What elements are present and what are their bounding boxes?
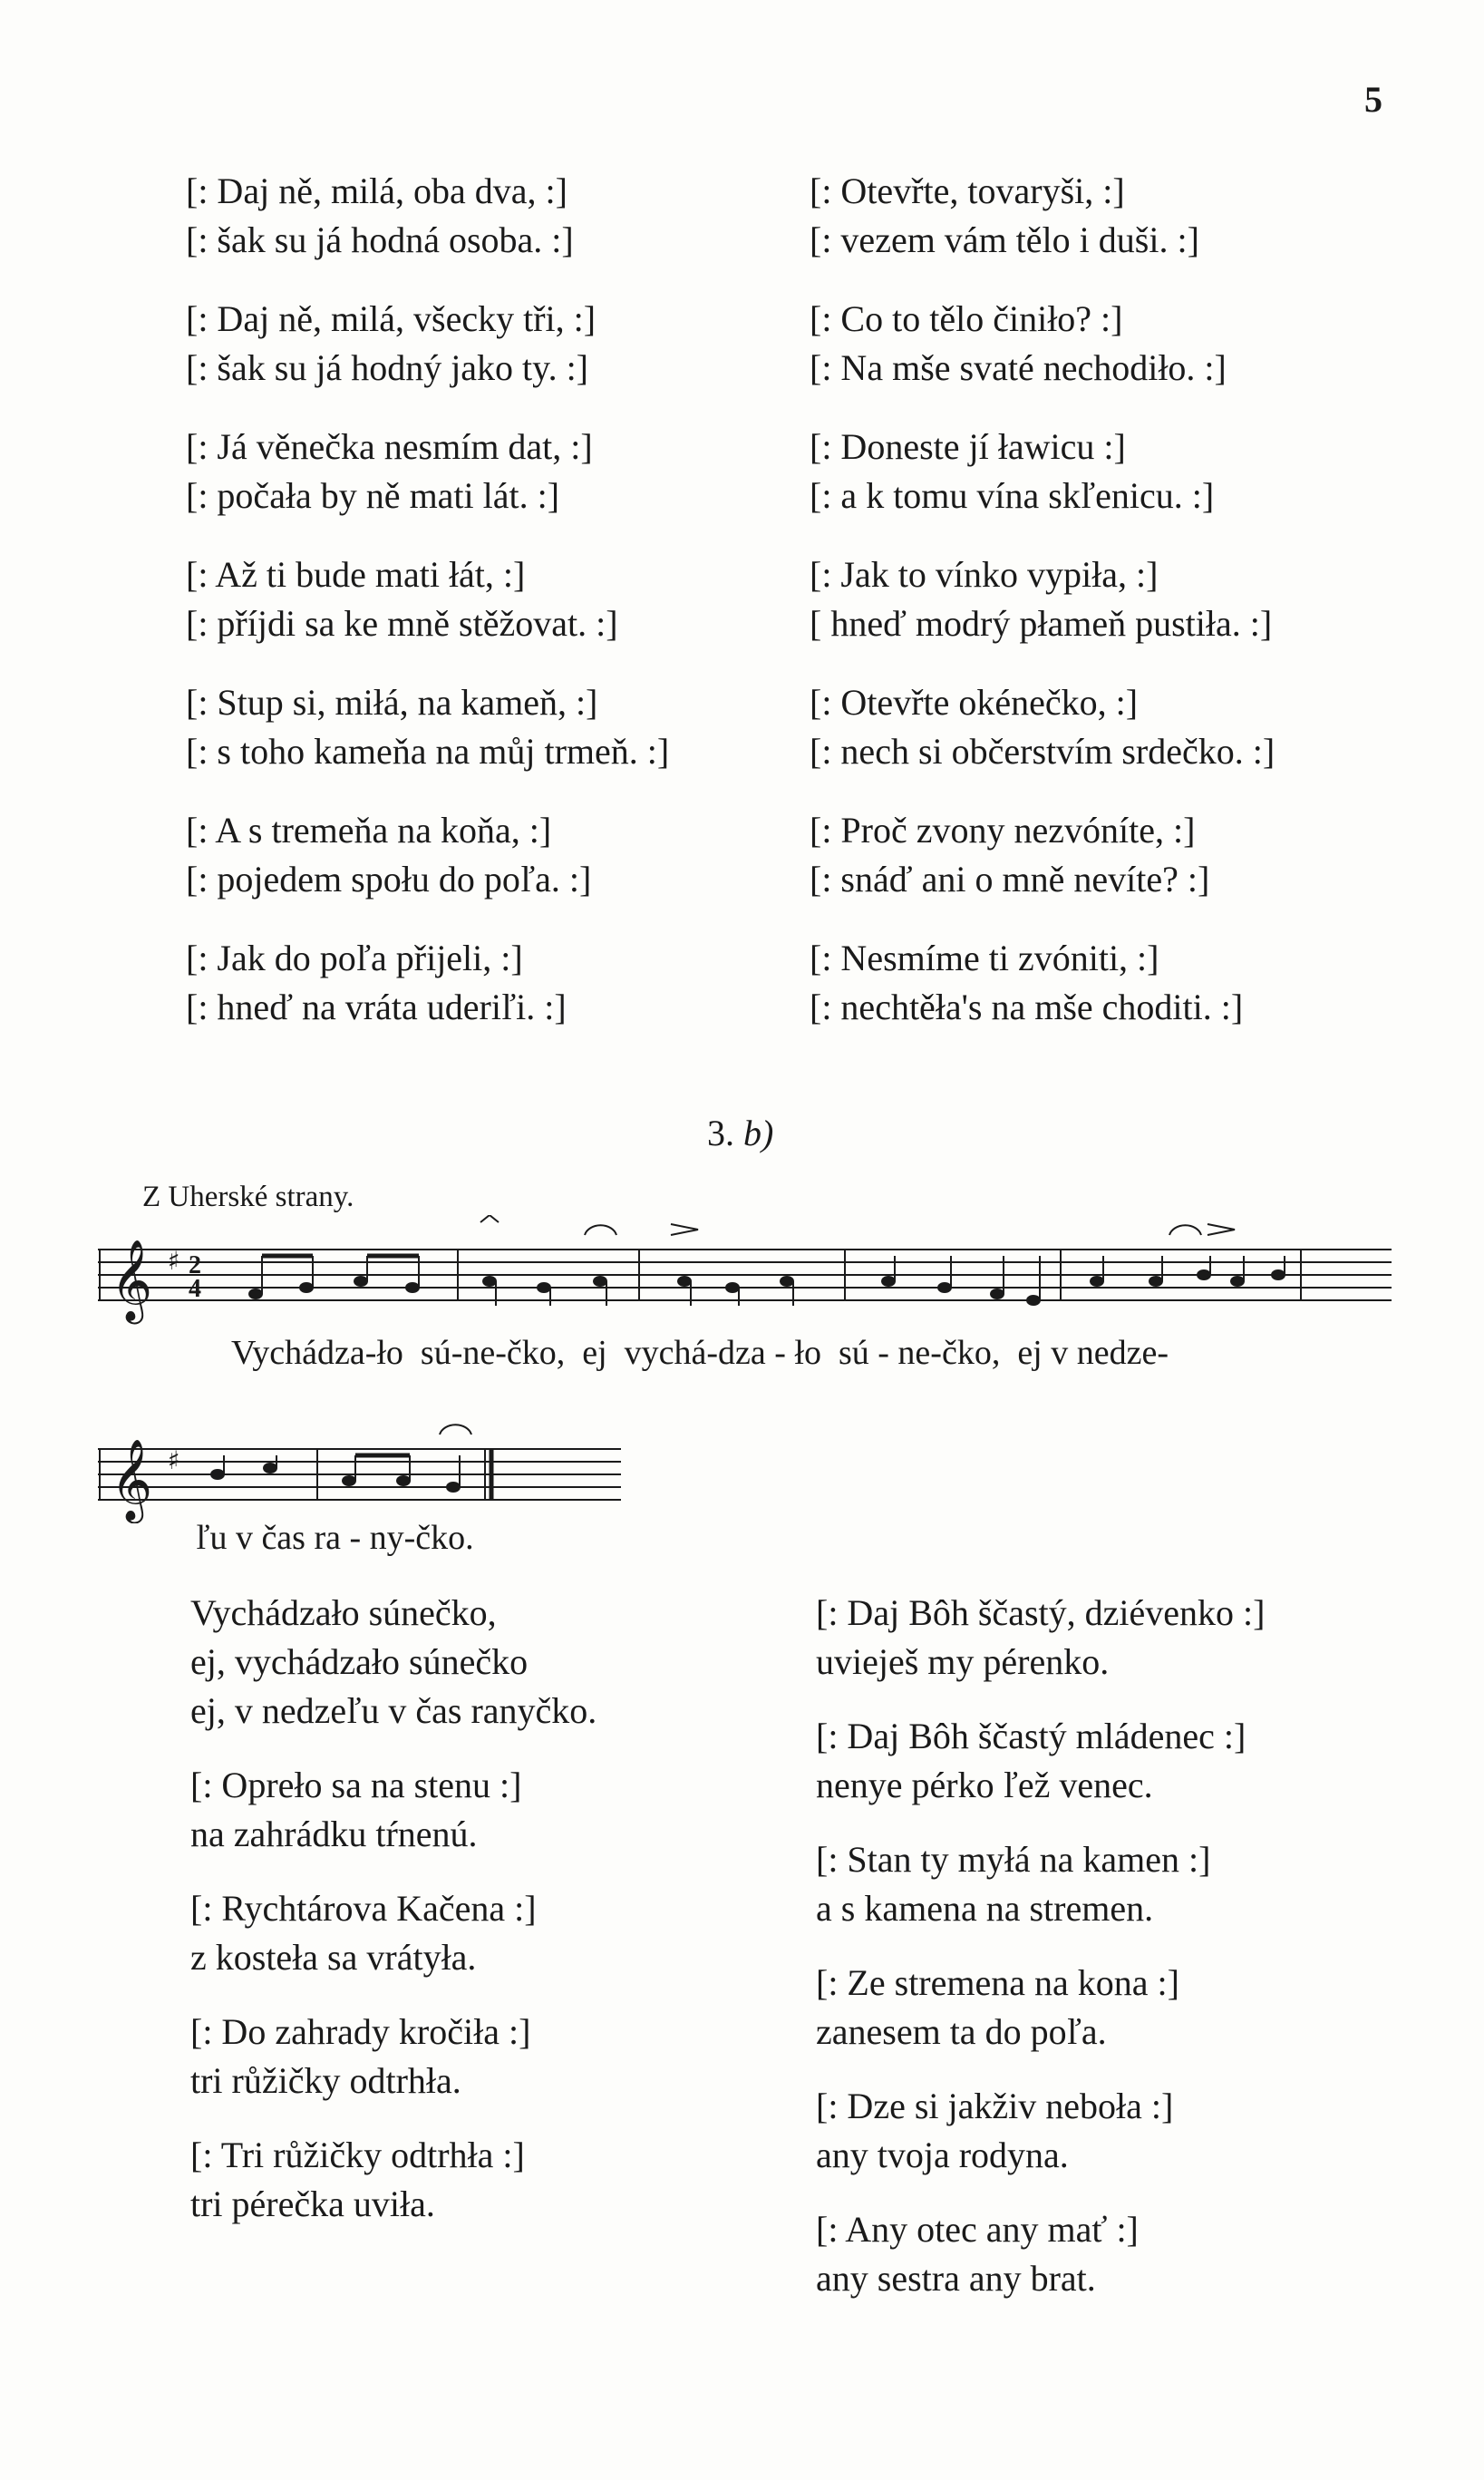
verse-line: [: Stup si, miłá, na kameň, :]	[186, 682, 598, 723]
verse-line: [: Otevřte okénečko, :]	[810, 682, 1139, 723]
stanza	[190, 1589, 780, 1736]
verse-line: [: Na mše svaté nechodiło. :]	[810, 347, 1227, 388]
stanza	[816, 1712, 1405, 1810]
svg-text:𝄞: 𝄞	[111, 1240, 153, 1321]
verse-line: [: Dze si jakživ neboła :]	[816, 2086, 1174, 2126]
verse-line: [: Ze stremena na kona :]	[816, 1962, 1179, 2003]
verse-line: ej, v nedzeľu v čas ranyčko.	[190, 1690, 597, 1731]
stanza	[190, 1884, 780, 1982]
music-staff-2-notation	[91, 1415, 635, 1523]
stanza	[186, 550, 775, 648]
song-number	[707, 1112, 773, 1154]
verse-line: [: Any otec any mať :]	[816, 2209, 1139, 2250]
stanzas-top-right	[810, 167, 1399, 1062]
stanza	[190, 2131, 780, 2229]
stanza	[186, 295, 775, 393]
stanzas-bottom-right	[816, 1589, 1405, 2329]
stanza	[816, 1835, 1405, 1933]
verse-line: a s kamena na stremen.	[816, 1888, 1154, 1929]
stanza	[186, 678, 775, 776]
verse-line: [: Tri růžičky odtrhła :]	[190, 2135, 525, 2175]
stanza	[186, 806, 775, 904]
verse-line: [: Otevřte, tovaryši, :]	[810, 170, 1125, 211]
verse-line: ej, vychádzało súnečko	[190, 1641, 529, 1682]
verse-line: [: vezem vám tělo i duši. :]	[810, 219, 1199, 260]
svg-text:♯: ♯	[168, 1445, 180, 1475]
stanza	[816, 1959, 1405, 2057]
verse-line: [: Co to tělo činiło? :]	[810, 298, 1123, 339]
stanza	[810, 806, 1399, 904]
song-number-suffix: b)	[743, 1113, 774, 1153]
stanza	[186, 423, 775, 520]
verse-line: [: s toho kameňa na můj trmeň. :]	[186, 731, 670, 772]
lyric-line-1: Vychádza-ło sú-ne-čko, ej vychá-dza - ło sú - ne-čko, ej v nedze-	[231, 1334, 1169, 1372]
music-staff-1	[91, 1215, 1396, 1333]
stanza	[186, 934, 775, 1032]
time-sig-top: 2	[189, 1251, 201, 1279]
verse-line: [: nechtěła's na mše choditi. :]	[810, 987, 1244, 1027]
verse-line: [: Rychtárova Kačena :]	[190, 1888, 537, 1929]
verse-line: Vychádzało súnečko,	[190, 1592, 497, 1633]
verse-line: [: Jak do poľa přijeli, :]	[186, 938, 523, 978]
song-number-value: 3.	[707, 1113, 734, 1153]
verse-line: [: počała by ně mati lát. :]	[186, 475, 560, 516]
verse-line: [ hneď modrý płameň pustiła. :]	[810, 603, 1273, 644]
stanza	[810, 550, 1399, 648]
verse-line: [: šak su já hodný jako ty. :]	[186, 347, 589, 388]
verse-line: [: Daj ně, milá, oba dva, :]	[186, 170, 567, 211]
stanzas-bottom-left	[190, 1589, 780, 2254]
stanza	[810, 678, 1399, 776]
verse-line: [: Nesmíme ti zvóniti, :]	[810, 938, 1159, 978]
stanzas-top-left	[186, 167, 775, 1062]
svg-text:♯: ♯	[168, 1246, 180, 1276]
stanza	[816, 1589, 1405, 1687]
verse-line: [: Opreło sa na stenu :]	[190, 1765, 522, 1805]
verse-line: z kosteła sa vrátyła.	[190, 1937, 477, 1978]
stanza	[810, 295, 1399, 393]
verse-line: [: Stan ty myłá na kamen :]	[816, 1839, 1211, 1880]
verse-line: nenye pérko ľež venec.	[816, 1765, 1153, 1805]
verse-line: [: příjdi sa ke mně stěžovat. :]	[186, 603, 618, 644]
verse-line: tri pérečka uviła.	[190, 2183, 435, 2224]
verse-line: any sestra any brat.	[816, 2258, 1096, 2299]
stanza	[190, 1761, 780, 1859]
verse-line: [: Já věnečka nesmím dat, :]	[186, 426, 593, 467]
verse-line: uvieješ my pérenko.	[816, 1641, 1110, 1682]
verse-line: [: Až ti bude mati łát, :]	[186, 554, 526, 595]
verse-line: [: Daj ně, milá, všecky tři, :]	[186, 298, 597, 339]
verse-line: [: Proč zvony nezvóníte, :]	[810, 810, 1196, 851]
song-origin: Z Uherské strany.	[142, 1181, 354, 1213]
verse-line: [: Jak to vínko vypiła, :]	[810, 554, 1159, 595]
music-staff-1-notation	[91, 1215, 1396, 1333]
verse-line: [: Doneste jí ławicu :]	[810, 426, 1126, 467]
verse-line: [: a k tomu vína skľenicu. :]	[810, 475, 1215, 516]
verse-line: zanesem ta do poľa.	[816, 2011, 1107, 2052]
page-number: 5	[1364, 79, 1382, 120]
stanza	[816, 2205, 1405, 2303]
verse-line: [: Daj Bôh ščastý, dziévenko :]	[816, 1592, 1266, 1633]
verse-line: any tvoja rodyna.	[816, 2135, 1069, 2175]
stanza	[810, 167, 1399, 265]
svg-text:𝄞: 𝄞	[111, 1439, 153, 1521]
music-staff-2	[91, 1415, 635, 1523]
lyric-line-2: ľu v čas ra - ny-čko.	[196, 1519, 474, 1557]
verse-line: tri růžičky odtrhła.	[190, 2060, 461, 2101]
stanza	[186, 167, 775, 265]
verse-line: [: A s tremeňa na koňa, :]	[186, 810, 552, 851]
verse-line: [: Daj Bôh ščastý mládenec :]	[816, 1716, 1246, 1756]
stanza	[810, 423, 1399, 520]
time-sig-bottom: 4	[189, 1275, 201, 1303]
verse-line: [: šak su já hodná osoba. :]	[186, 219, 574, 260]
stanza	[190, 2008, 780, 2106]
verse-line: [: snáď ani o mně nevíte? :]	[810, 859, 1210, 900]
verse-line: [: pojedem społu do poľa. :]	[186, 859, 592, 900]
verse-line: [: hneď na vráta uderiľi. :]	[186, 987, 567, 1027]
verse-line: [: nech si občerstvím srdečko. :]	[810, 731, 1275, 772]
verse-line: na zahrádku tŕnenú.	[190, 1814, 478, 1854]
stanza	[816, 2082, 1405, 2180]
verse-line: [: Do zahrady kročiła :]	[190, 2011, 531, 2052]
stanza	[810, 934, 1399, 1032]
